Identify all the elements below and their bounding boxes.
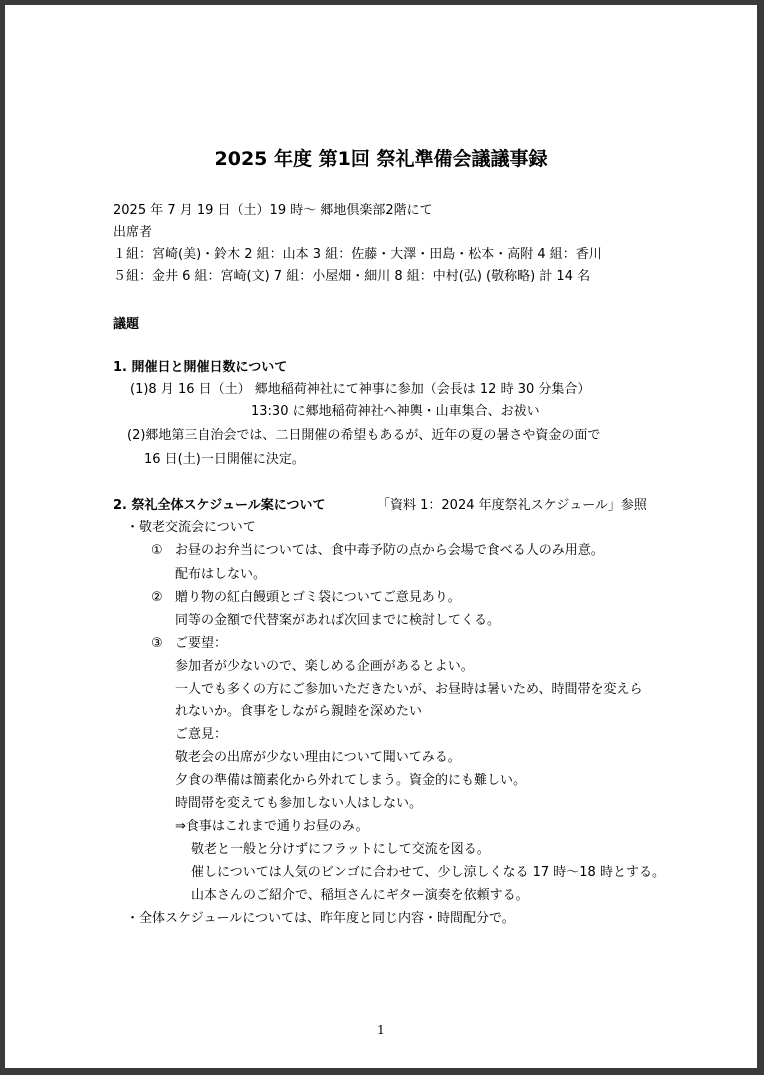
agenda-heading: 議題 [113, 317, 140, 332]
item-3-marker: ③ [151, 636, 163, 651]
attendees-line-2: ５組：金井 6 組：宮崎(文) 7 組：小屋畑・細川 8 組：中村(弘) (敬称略) 計 14 名 [113, 269, 591, 284]
item-3-line-5: ご意見： [175, 727, 228, 742]
item-1-marker: ① [151, 543, 163, 558]
item-3-line-11: 催しについては人気のビンゴに合わせて、少し涼しくなる 17 時～18 時とする。 [191, 865, 665, 880]
section-1-item-2-line-1: (2)郷地第三自治会では、二日開催の希望もあるが、近年の夏の暑さや資金の面で [127, 428, 601, 443]
item-1-line-1: お昼のお弁当については、食中毒予防の点から会場で食べる人のみ用意。 [175, 543, 604, 558]
item-3-line-8: 時間帯を変えても参加しない人はしない。 [175, 796, 423, 811]
item-3-line-10: 敬老と一般と分けずにフラットにして交流を図る。 [191, 842, 490, 857]
section-1-item-1-line-2: 13:30 に郷地稲荷神社へ神輿・山車集合、お祓い [251, 404, 540, 419]
item-2-marker: ② [151, 590, 163, 605]
document-title: 2025 年度 第1回 祭礼準備会議議事録 [214, 148, 548, 170]
item-3-line-1: ご要望： [175, 636, 228, 651]
section-2-bullet-2: ・全体スケジュールについては、昨年度と同じ内容・時間配分で。 [126, 911, 515, 926]
section-2-reference: 「資料 1：2024 年度祭礼スケジュール」参照 [377, 498, 647, 513]
meeting-date-place: 2025 年 7 月 19 日（土）19 時～ 郷地倶楽部2階にて [113, 203, 433, 218]
attendees-label: 出席者 [113, 225, 153, 240]
item-3-line-4: れないか。食事をしながら親睦を深めたい [175, 704, 423, 719]
section-1-item-2-line-2: 16 日(土)一日開催に決定。 [144, 452, 305, 467]
section-2-bullet-1: ・敬老交流会について [126, 520, 256, 535]
section-1-item-1-line-1: (1)8 月 16 日（土） 郷地稲荷神社にて神事に参加（会長は 12 時 30 分集合） [130, 382, 591, 397]
section-1-heading: 1. 開催日と開催日数について [113, 360, 288, 375]
item-3-line-7: 夕食の準備は簡素化から外れてしまう。資金的にも難しい。 [175, 773, 527, 788]
item-3-line-3: 一人でも多くの方にご参加いただきたいが、お昼時は暑いため、時間帯を変えら [175, 682, 643, 697]
attendees-line-1: １組：宮崎(美)・鈴木 2 組：山本 3 組：佐藤・大澤・田島・松本・高附 4 組：香川 [113, 247, 602, 262]
item-1-line-2: 配布はしない。 [175, 567, 267, 582]
item-2-line-2: 同等の金額で代替案があれば次回までに検討してくる。 [175, 613, 501, 628]
item-2-line-1: 贈り物の紅白饅頭とゴミ袋についてご意見あり。 [175, 590, 461, 605]
item-3-line-2: 参加者が少ないので、楽しめる企画があるとよい。 [175, 659, 474, 674]
item-3-line-6: 敬老会の出席が少ない理由について聞いてみる。 [175, 750, 461, 765]
page-number: 1 [377, 1023, 385, 1037]
document-page [5, 5, 757, 1068]
item-3-line-9: ⇒食事はこれまで通りお昼のみ。 [175, 819, 369, 834]
item-3-line-12: 山本さんのご紹介で、稲垣さんにギター演奏を依頼する。 [191, 888, 529, 903]
section-2-heading: 2. 祭礼全体スケジュール案について [113, 498, 326, 513]
